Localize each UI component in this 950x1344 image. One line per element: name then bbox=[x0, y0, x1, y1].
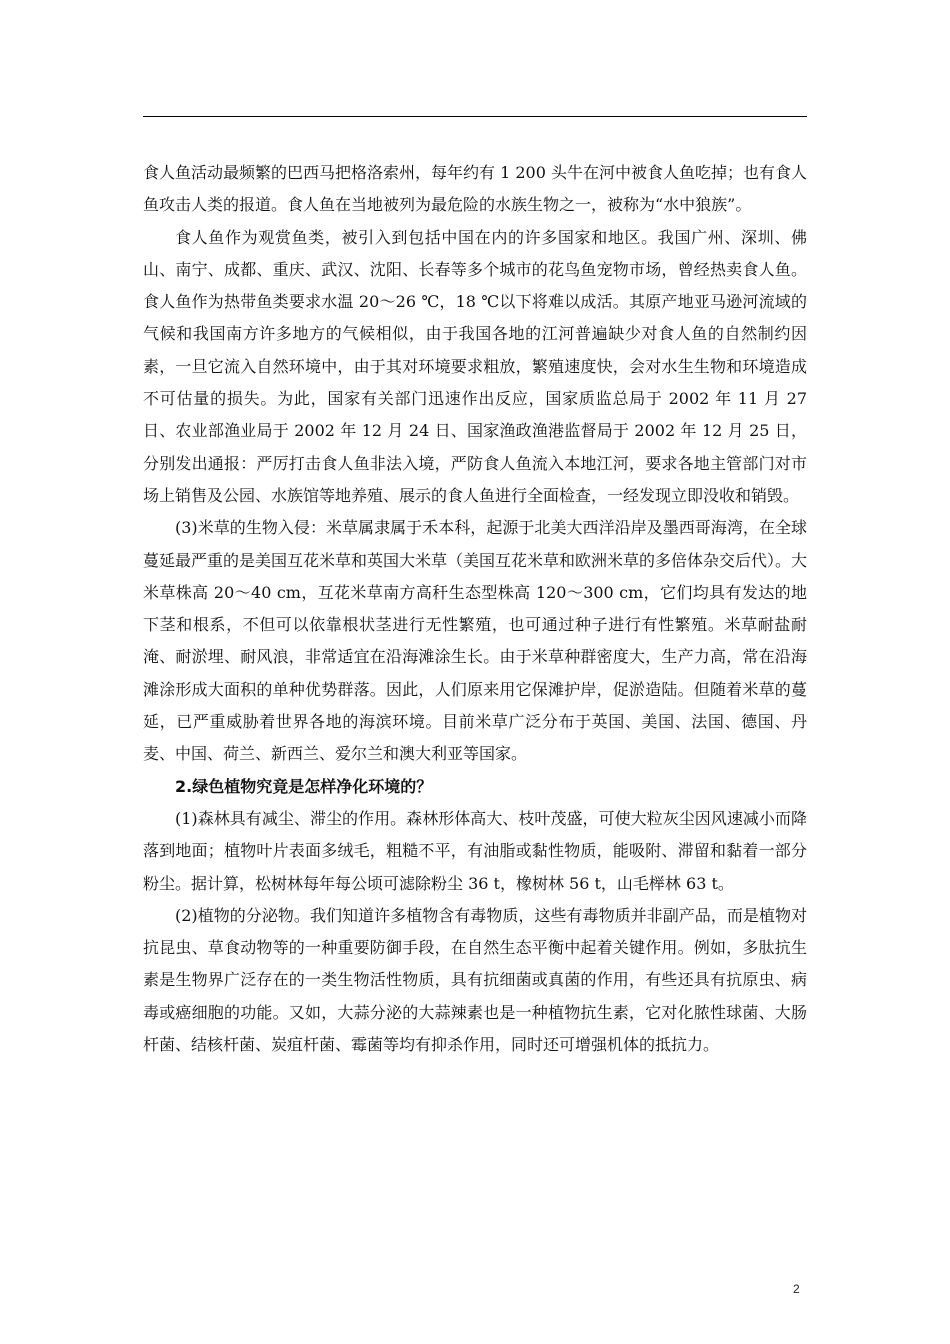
paragraph-piranha-ornamental: 食人鱼作为观赏鱼类，被引入到包括中国在内的许多国家和地区。我国广州、深圳、佛山、南宁、成都、重庆、武汉、沈阳、长春等多个城市的花鸟鱼宠物市场，曾经热卖食人鱼。食人鱼作为热带鱼类要求水温 20～26 ℃，18 ℃以下将难以成活。其原产地亚马逊河流域的气候和我国南方许多地方的气候相似，由于我国各地的江河普遍缺少对食人鱼的自然制约因素，一旦它流入自然环境中，由于其对环境要求粗放，繁殖速度快，会对水生生物和环境造成不可估量的损失。为此，国家有关部门迅速作出反应，国家质监总局于 2002 年 11 月 27 日、农业部渔业局于 2002 年 12 月 24 日、国家渔政渔港监督局于 2002 年 12 月 25 日，分别发出通报：严厉打击食人鱼非法入境，严防食人鱼流入本地江河，要求各地主管部门对市场上销售及公园、水族馆等地养殖、展示的食人鱼进行全面检查，一经发现立即没收和销毁。 bbox=[143, 227, 807, 505]
document-body bbox=[143, 157, 807, 1061]
paragraph-piranha-continuation: 食人鱼活动最频繁的巴西马把格洛索州，每年约有 1 200 头牛在河中被食人鱼吃掉；也有食人鱼攻击人类的报道。食人鱼在当地被列为最危险的水族生物之一，被称为“水中狼族”。 bbox=[143, 163, 807, 215]
paragraph-forest-dust: (1)森林具有减尘、滞尘的作用。森林形体高大、枝叶茂盛，可使大粒灰尘因风速减小而降落到地面；植物叶片表面多绒毛，粗糙不平，有油脂或黏性物质，能吸附、滞留和黏着一部分粉尘。据计算，松树林每年每公顷可滤除粉尘 36 t，橡树林 56 t，山毛榉林 63 t。 bbox=[143, 808, 807, 893]
paragraph-plant-secretions: (2)植物的分泌物。我们知道许多植物含有毒物质，这些有毒物质并非副产品，而是植物对抗昆虫、草食动物等的一种重要防御手段，在自然生态平衡中起着关键作用。例如，多肽抗生素是生物界广泛存在的一类生物活性物质，具有抗细菌或真菌的作用，有些还具有抗原虫、病毒或癌细胞的功能。又如，大蒜分泌的大蒜辣素也是一种植物抗生素，它对化脓性球菌、大肠杆菌、结核杆菌、炭疽杆菌、霉菌等均有抑杀作用，同时还可增强机体的抵抗力。 bbox=[143, 905, 807, 1055]
page-number: 2 bbox=[793, 1282, 800, 1296]
paragraph-spartina-invasion: (3)米草的生物入侵：米草属隶属于禾本科，起源于北美大西洋沿岸及墨西哥海湾，在全球蔓延最严重的是美国互花米草和英国大米草（美国互花米草和欧洲米草的多倍体杂交后代）。大米草株高 20～40 cm，互花米草南方高秆生态型株高 120～300 cm，它们均具有发达的地下茎和根系，不但可以依靠根状茎进行无性繁殖，也可通过种子进行有性繁殖。米草耐盐耐淹、耐淤埋、耐风浪，非常适宜在沿海滩涂生长。由于米草种群密度大，生产力高，常在沿海滩涂形成大面积的单种优势群落。因此，人们原来用它保滩护岸，促淤造陆。但随着米草的蔓延，已严重威胁着世界各地的海滨环境。目前米草广泛分布于英国、美国、法国、德国、丹麦、中国、荷兰、新西兰、爱尔兰和澳大利亚等国家。 bbox=[143, 518, 808, 764]
header-rule bbox=[143, 116, 807, 117]
section-heading: 2.绿色植物究竟是怎样净化环境的？ bbox=[175, 776, 433, 796]
